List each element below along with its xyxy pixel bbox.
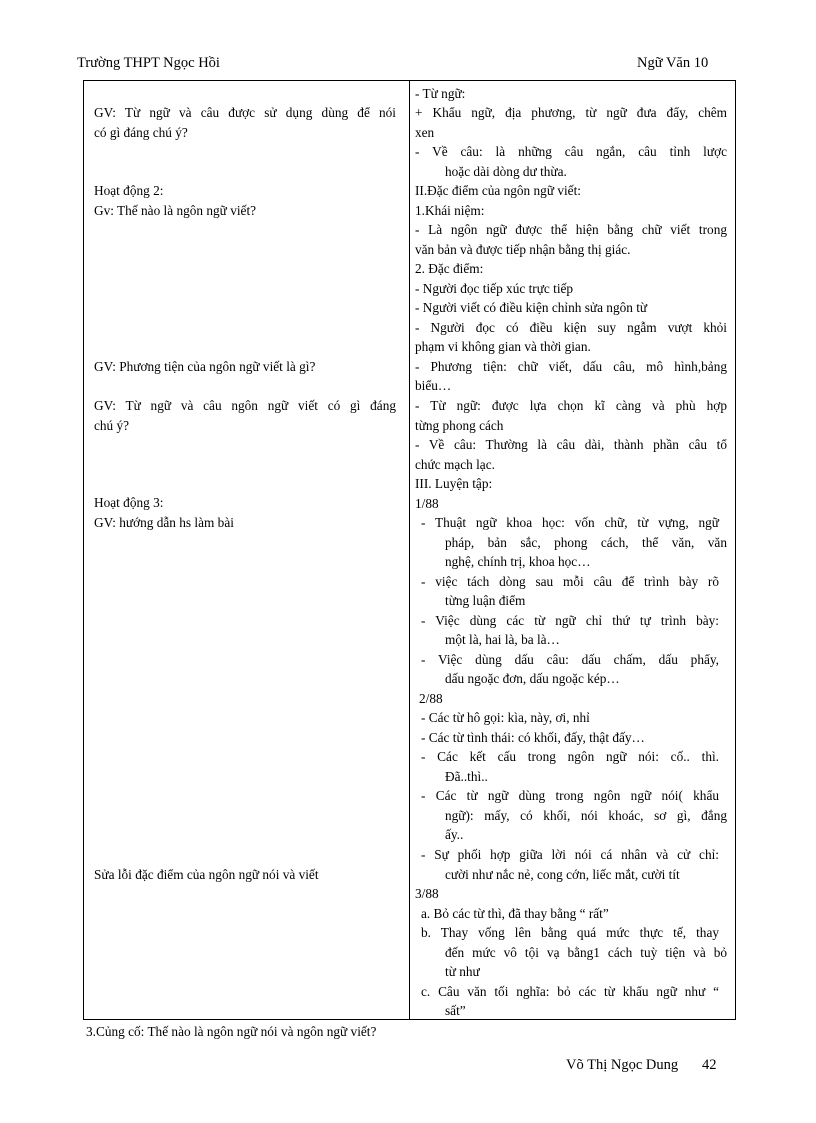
right-line: b. Thay vống lên bằng quá mức thực tế, thay [421, 925, 719, 940]
right-line: dấu ngoặc đơn, dấu ngoặc kép… [445, 671, 620, 686]
right-line: - Các từ tình thái: có khối, đấy, thật đấy… [421, 730, 645, 745]
right-line: a. Bỏ các từ thì, đã thay bằng “ rất” [421, 906, 609, 921]
left-line: GV: Phương tiện của ngôn ngữ viết là gì? [94, 359, 316, 374]
left-line: Hoạt động 3: [94, 495, 164, 510]
right-line: biểu… [415, 378, 452, 393]
left-line: Gv: Thế nào là ngôn ngữ viết? [94, 203, 257, 218]
right-line: - Người viết có điều kiện chỉnh sửa ngôn từ [415, 300, 648, 315]
right-line: 1.Khái niệm: [415, 203, 485, 218]
right-line: - Các kết cấu trong ngôn ngữ nói: cố.. thì. [421, 749, 719, 764]
right-line: + Khẩu ngữ, địa phương, từ ngữ đưa đẩy, chêm [415, 105, 727, 120]
right-line: - Việc dùng các từ ngữ chỉ thứ tự trình bày: [421, 613, 719, 628]
right-line: Đã..thì.. [445, 769, 488, 784]
author-name: Võ Thị Ngọc Dung [566, 1057, 679, 1073]
right-line: pháp, bản sắc, phong cách, thể văn, văn [445, 535, 727, 550]
right-line: 2/88 [419, 691, 443, 706]
right-line: từng phong cách [415, 418, 504, 433]
right-line: 3/88 [415, 886, 439, 901]
right-line: 2. Đặc điểm: [415, 261, 484, 276]
right-line: ngữ): mấy, có khối, nói khoác, sơ gì, đắng [445, 808, 727, 823]
right-line: sất” [445, 1003, 466, 1018]
right-line: nghệ, chính trị, khoa học… [445, 554, 591, 569]
right-line: - Từ ngữ: được lựa chọn kĩ càng và phù hợp [415, 398, 727, 413]
left-line: GV: hướng dẫn hs làm bài [94, 515, 234, 530]
left-line: có gì đáng chú ý? [94, 125, 188, 140]
right-line: - việc tách dòng sau mỗi câu để trình bày rõ [421, 574, 719, 589]
right-line: II.Đặc điểm của ngôn ngữ viết: [415, 183, 581, 198]
right-line: - Các từ hô gọi: kìa, này, ơi, nhỉ [421, 710, 590, 725]
lesson-table [83, 80, 736, 1020]
right-line: III. Luyện tập: [415, 476, 493, 491]
right-line: văn bản và được tiếp nhận bằng thị giác. [415, 242, 631, 257]
subject-name: Ngữ Văn 10 [637, 55, 709, 71]
right-line: - Việc dùng dấu câu: dấu chấm, dấu phẩy, [421, 652, 719, 667]
school-name: Trường THPT Ngọc Hồi [77, 55, 220, 71]
right-line: - Về câu: là những câu ngắn, câu tỉnh lược [415, 144, 727, 159]
right-line: một là, hai là, ba là… [445, 632, 560, 647]
right-line: cười như nắc nẻ, cong cớn, liếc mắt, cười tít [445, 867, 680, 882]
review-question: 3.Củng cố: Thế nào là ngôn ngữ nói và ngôn ngữ viết? [86, 1024, 377, 1039]
left-line: Hoạt động 2: [94, 183, 164, 198]
right-line: - Phương tiện: chữ viết, dấu câu, mô hình,bảng [415, 359, 727, 374]
right-line: từ như [445, 964, 480, 979]
right-line: - Từ ngữ: [415, 86, 466, 101]
right-line: - Thuật ngữ khoa học: vốn chữ, từ vựng, ngữ [421, 515, 719, 530]
right-line: - Sự phối hợp giữa lời nói cá nhân và cử chỉ: [421, 847, 719, 862]
page-number: 42 [702, 1057, 717, 1073]
right-line: đến mức vô tội vạ bằng1 cách tuỳ tiện và bỏ [445, 945, 727, 960]
left-line: Sửa lỗi đặc điểm của ngôn ngữ nói và viết [94, 867, 319, 882]
right-line: - Người đọc tiếp xúc trực tiếp [415, 281, 574, 296]
right-line: - Về câu: Thường là câu dài, thành phần câu tổ [415, 437, 727, 452]
left-line: GV: Từ ngữ và câu được sử dụng dùng để nói [94, 105, 396, 120]
column-divider [409, 81, 410, 1019]
left-line: chú ý? [94, 418, 130, 433]
right-line: - Các từ ngữ dùng trong ngôn ngữ nói( khẩu [421, 788, 719, 803]
right-line: từng luận điểm [445, 593, 526, 608]
right-line: - Người đọc có điều kiện suy ngẫm vượt khỏi [415, 320, 727, 335]
right-line: ấy.. [445, 827, 464, 842]
right-line: 1/88 [415, 496, 439, 511]
left-line: GV: Từ ngữ và câu ngôn ngữ viết có gì đáng [94, 398, 396, 413]
right-line: c. Câu văn tối nghĩa: bỏ các từ khẩu ngữ như “ [421, 984, 719, 999]
right-line: phạm vi không gian và thời gian. [415, 339, 591, 354]
right-line: - Là ngôn ngữ được thể hiện bằng chữ viết trong [415, 222, 727, 237]
right-line: hoặc dài dòng dư thừa. [445, 164, 567, 179]
right-line: chức mạch lạc. [415, 457, 495, 472]
right-line: xen [415, 125, 435, 140]
